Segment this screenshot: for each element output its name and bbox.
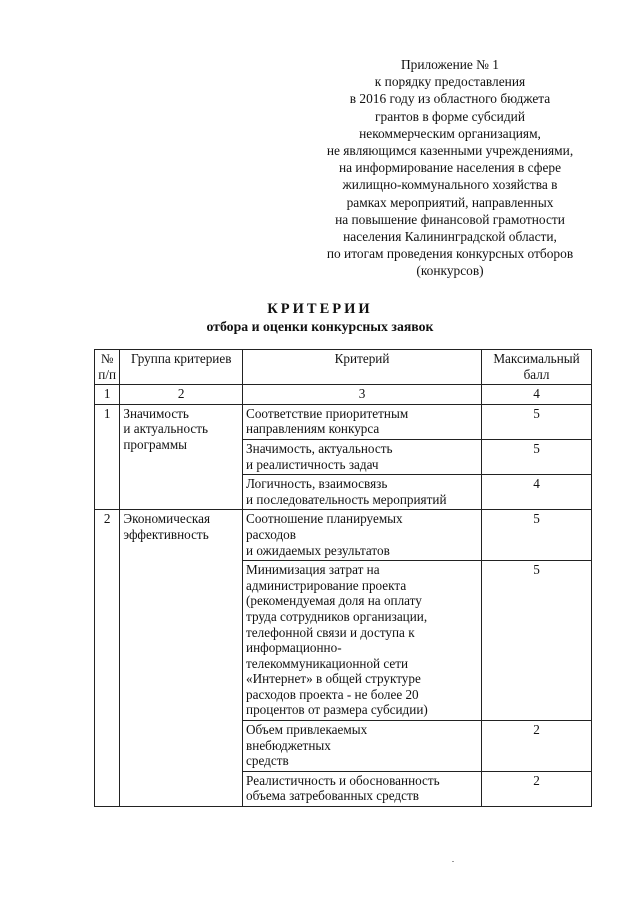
group-name	[120, 510, 243, 807]
criterion-line: расходов	[246, 526, 296, 542]
appendix-line: на повышение финансовой грамотности	[335, 211, 565, 227]
header-max-score	[482, 350, 592, 385]
header-group: Группа критериев	[120, 350, 243, 385]
column-number-row	[95, 385, 592, 405]
appendix-line: не являющимся казенными учреждениями,	[326, 143, 574, 159]
header-max-line: балл	[523, 366, 550, 382]
table-header-row	[95, 350, 592, 385]
score-cell: 4	[482, 475, 592, 510]
appendix-line: по итогам проведения конкурсных отборов	[326, 246, 574, 262]
group-name-line: Экономическая	[123, 511, 211, 527]
criterion-line: телефонной связи и доступа к	[246, 624, 415, 640]
header-num-line: п/п	[98, 366, 117, 382]
score-cell: 5	[482, 404, 592, 439]
document-heading	[0, 300, 640, 336]
document-title: КРИТЕРИИ	[267, 301, 373, 317]
criterion-line: Соответствие приоритетным	[246, 405, 409, 421]
header-criterion: Критерий	[243, 350, 482, 385]
table-row	[95, 510, 592, 561]
header-num-line: №	[100, 351, 114, 366]
criterion-line: и ожидаемых результатов	[246, 542, 390, 558]
table-row	[95, 404, 592, 439]
group-name	[120, 404, 243, 510]
criterion-line: Реалистичность и обоснованность	[246, 772, 440, 788]
criterion-line: Минимизация затрат на	[246, 562, 380, 578]
criterion-cell	[243, 439, 482, 474]
score-cell: 2	[482, 771, 592, 806]
appendix-header	[300, 56, 600, 280]
criterion-line: Логичность, взаимосвязь	[246, 476, 388, 492]
scan-speck	[452, 861, 454, 862]
criterion-line: Соотношение планируемых	[246, 511, 403, 527]
criterion-line: направлениям конкурса	[246, 421, 380, 437]
score-cell: 2	[482, 721, 592, 772]
header-num	[95, 350, 120, 385]
criterion-line: информационно-	[246, 640, 342, 656]
group-name-line: эффективность	[123, 526, 209, 542]
group-name-line: программы	[123, 436, 188, 452]
appendix-line: в 2016 году из областного бюджета	[349, 91, 551, 107]
appendix-line: некоммерческим организациям,	[359, 125, 541, 141]
appendix-line: Приложение № 1	[400, 57, 500, 72]
appendix-line: (конкурсов)	[416, 263, 484, 279]
criterion-cell	[243, 561, 482, 721]
criterion-line: расходов проекта - не более 20	[246, 686, 419, 702]
appendix-line: рамках мероприятий, направленных	[346, 194, 554, 210]
group-number: 2	[95, 510, 120, 807]
criterion-line: объема затребованных средств	[246, 788, 419, 804]
appendix-line: на информирование населения в сфере	[338, 160, 562, 176]
score-cell: 5	[482, 510, 592, 561]
score-cell: 5	[482, 439, 592, 474]
criterion-line: (рекомендуемая доля на оплату	[246, 593, 422, 609]
criteria-table	[94, 349, 592, 807]
appendix-line: грантов в форме субсидий	[375, 108, 525, 124]
criterion-line: Значимость, актуальность	[246, 440, 393, 456]
criterion-line: телекоммуникационной сети	[246, 655, 409, 671]
column-number: 3	[243, 385, 482, 405]
criterion-cell	[243, 771, 482, 806]
criterion-line: Объем привлекаемых	[246, 722, 368, 738]
column-number: 4	[482, 385, 592, 405]
header-max-line: Максимальный	[493, 351, 580, 366]
criterion-line: и последовательность мероприятий	[246, 491, 447, 507]
appendix-line: жилищно-коммунального хозяйства в	[342, 177, 558, 193]
criterion-line: внебюджетных	[246, 737, 331, 753]
criterion-line: администрирование проекта	[246, 577, 407, 593]
column-number: 2	[120, 385, 243, 405]
document-subtitle: отбора и оценки конкурсных заявок	[206, 319, 434, 334]
group-number: 1	[95, 404, 120, 510]
group-name-line: Значимость	[123, 405, 189, 421]
appendix-line: к порядку предоставления	[374, 74, 526, 90]
criterion-cell	[243, 404, 482, 439]
criterion-line: и реалистичность задач	[246, 456, 379, 472]
criterion-line: процентов от размера субсидии)	[246, 702, 428, 718]
criterion-line: «Интернет» в общей структуре	[246, 671, 421, 687]
column-number: 1	[95, 385, 120, 405]
criterion-line: труда сотрудников организации,	[246, 608, 428, 624]
criterion-cell	[243, 475, 482, 510]
criterion-cell	[243, 721, 482, 772]
criterion-cell	[243, 510, 482, 561]
criterion-line: средств	[246, 753, 289, 769]
score-cell: 5	[482, 561, 592, 721]
group-name-line: и актуальность	[123, 421, 208, 437]
appendix-line: населения Калининградской области,	[343, 229, 557, 245]
